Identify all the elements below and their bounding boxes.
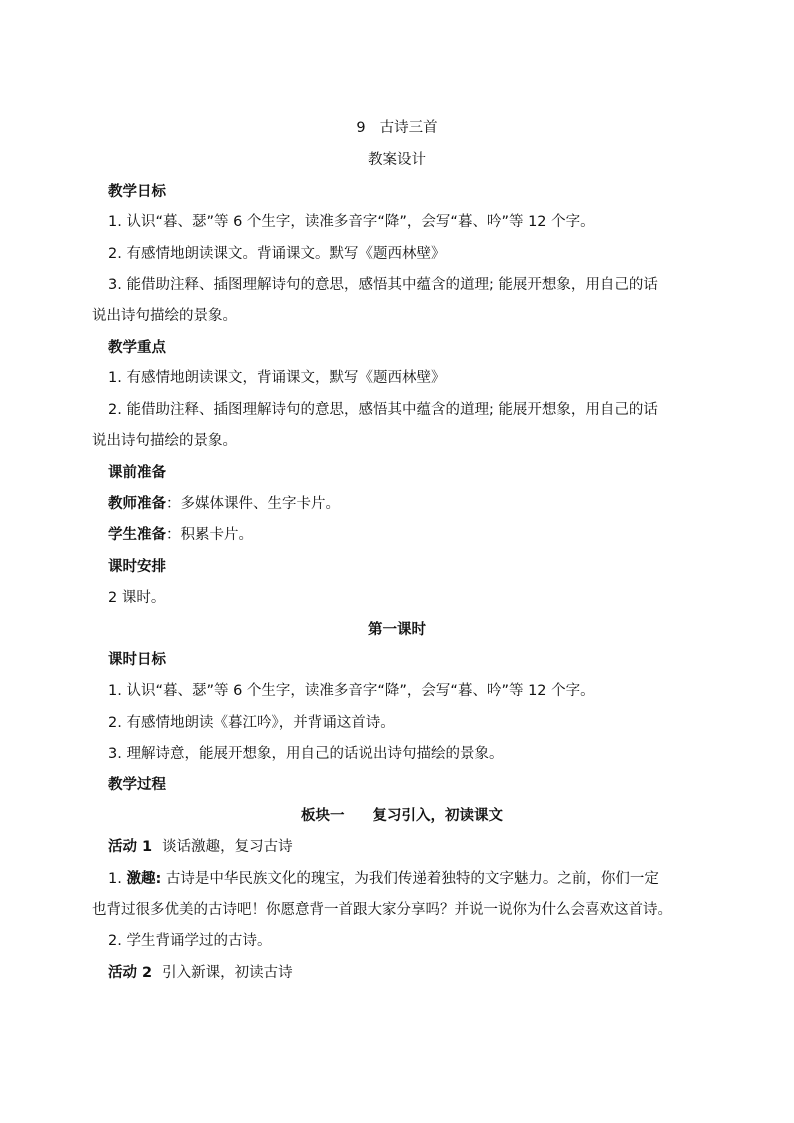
activity1-paragraph-2: 2. 学生背诵学过的古诗。 <box>108 933 272 949</box>
lesson1-goal-2: 2. 有感情地朗读《暮江吟》，并背诵这首诗。 <box>108 715 395 731</box>
block1-title <box>0 804 794 828</box>
activity1-p1-text: 古诗是中华民族文化的瑰宝，为我们传递着独特的文字魅力。之前，你们一定 <box>161 871 659 887</box>
activity1-p1-bold: 激趣: <box>126 871 162 887</box>
schedule-text: 2 课时。 <box>108 590 166 606</box>
key-point-1: 1. 有感情地朗读课文，背诵课文，默写《题西林壁》 <box>108 370 446 386</box>
lesson1-heading: 第一课时 <box>368 622 426 638</box>
schedule-heading: 课时安排 <box>108 559 166 575</box>
activity1-p1-number: 1. <box>108 871 127 887</box>
block1-label: 板块一 <box>301 808 345 824</box>
activity1-label: 活动 1 <box>108 839 153 855</box>
activity1-title: 谈话激趣，复习古诗 <box>162 839 293 855</box>
goals-heading: 教学日标 <box>108 184 166 200</box>
lesson-title-text: 古诗三首 <box>379 120 438 136</box>
student-preparation-text: ：积累卡片。 <box>166 527 253 543</box>
activity2-label: 活动 2 <box>108 965 153 981</box>
lesson1-goals-heading: 课时日标 <box>108 652 166 668</box>
lesson-title <box>0 116 794 140</box>
key-point-2: 2. 能借助注释、插图理解诗句的意思，感悟其中蕴含的道理; 能展开想象，用自己的话 <box>108 402 658 418</box>
student-preparation-label: 学生准备 <box>108 527 166 543</box>
activity2-title: 引入新课，初读古诗 <box>162 965 293 981</box>
lesson1-goal-3: 3. 理解诗意，能展开想象，用自己的话说出诗句描绘的景象。 <box>108 746 504 762</box>
goal-item-3-continued: 说出诗句描绘的景象。 <box>92 308 237 324</box>
lesson1-goal-1: 1. 认识“暮、瑟”等 6 个生字，读准多音字“降”，会写“暮、吟”等 12 个字。 <box>108 683 595 699</box>
student-preparation <box>108 523 794 547</box>
lesson-number: 9 <box>356 120 366 136</box>
goal-item-1: 1. 认识“暮、瑟”等 6 个生字，读准多音字“降”，会写“暮、吟”等 12 个字。 <box>108 214 595 230</box>
teacher-preparation <box>108 492 794 516</box>
activity1-heading <box>108 835 794 859</box>
block1-title-text: 复习引入，初读课文 <box>372 808 503 824</box>
preparation-heading: 课前准备 <box>108 465 166 481</box>
goal-item-3: 3. 能借助注释、插图理解诗句的意思，感悟其中蕴含的道理; 能展开想象，用自己的话 <box>108 277 658 293</box>
teacher-preparation-label: 教师准备 <box>108 496 166 512</box>
activity1-paragraph-1 <box>108 867 794 891</box>
document-subtitle: 教案设计 <box>368 152 426 168</box>
key-point-2-continued: 说出诗句描绘的景象。 <box>92 433 237 449</box>
activity2-heading <box>108 961 794 985</box>
key-points-heading: 教学重点 <box>108 340 166 356</box>
goal-item-2: 2. 有感情地朗读课文。背诵课文。默写《题西林壁》 <box>108 246 446 262</box>
activity1-paragraph-1-continued: 也背过很多优美的古诗吧！你愿意背一首跟大家分享吗？并说一说你为什么会喜欢这首诗。 <box>92 902 672 918</box>
teacher-preparation-text: ：多媒体课件、生字卡片。 <box>166 496 340 512</box>
process-heading: 教学过程 <box>108 777 166 793</box>
